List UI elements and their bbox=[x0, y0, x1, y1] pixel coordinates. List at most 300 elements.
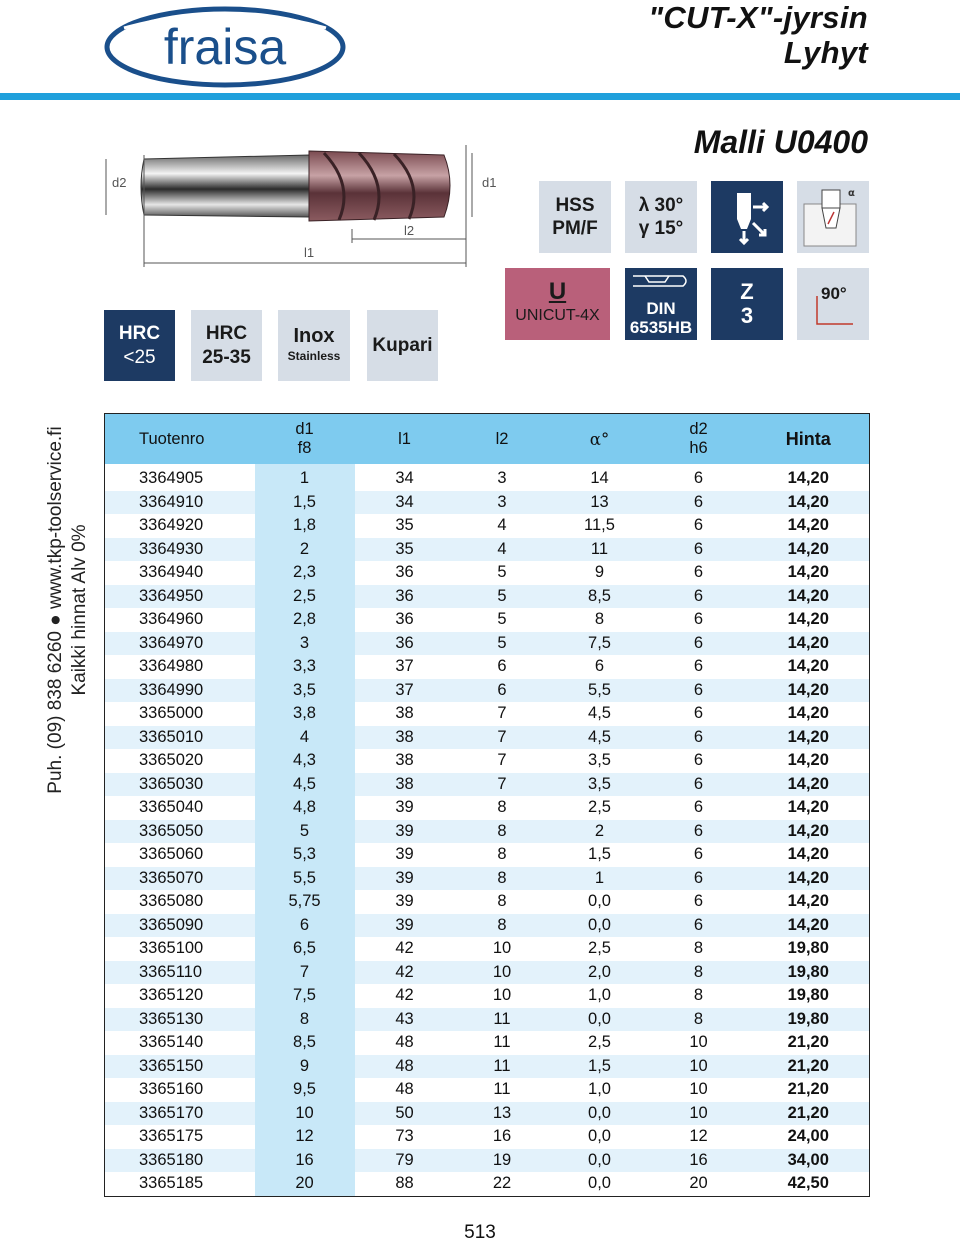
contact-line: Puh. (09) 838 6260 ● www.tkp-toolservice.fi bbox=[45, 426, 66, 794]
cell-product: 3365100 bbox=[105, 937, 255, 961]
cell-d2: 6 bbox=[650, 608, 748, 632]
cell-alpha: 8 bbox=[550, 608, 650, 632]
cell-d1: 10 bbox=[255, 1102, 355, 1126]
cell-alpha: 2,0 bbox=[550, 961, 650, 985]
cell-product: 3365170 bbox=[105, 1102, 255, 1126]
cell-price: 19,80 bbox=[748, 984, 870, 1008]
corner-90-icon bbox=[797, 268, 869, 340]
cell-l2: 8 bbox=[455, 820, 550, 844]
cell-product: 3364970 bbox=[105, 632, 255, 656]
cell-alpha: 3,5 bbox=[550, 773, 650, 797]
header-d1-tolerance: f8 bbox=[297, 439, 312, 457]
cell-price: 14,20 bbox=[748, 796, 870, 820]
cell-alpha: 0,0 bbox=[550, 1172, 650, 1196]
badge-flutes-z: Z bbox=[740, 279, 754, 304]
cell-d2: 6 bbox=[650, 702, 748, 726]
cell-l1: 50 bbox=[355, 1102, 455, 1126]
cell-l1: 39 bbox=[355, 890, 455, 914]
cell-d2: 16 bbox=[650, 1149, 748, 1173]
cell-price: 19,80 bbox=[748, 961, 870, 985]
cell-l2: 5 bbox=[455, 585, 550, 609]
label-d1: d1 bbox=[482, 175, 497, 190]
cell-l1: 39 bbox=[355, 843, 455, 867]
cell-d1: 1 bbox=[255, 464, 355, 491]
cell-d2: 8 bbox=[650, 984, 748, 1008]
badge-rake: γ 15° bbox=[638, 218, 684, 239]
badge-helix: λ 30° bbox=[638, 195, 684, 216]
cell-d1: 5 bbox=[255, 820, 355, 844]
cell-l1: 36 bbox=[355, 561, 455, 585]
cell-product: 3364950 bbox=[105, 585, 255, 609]
cell-d2: 6 bbox=[650, 867, 748, 891]
badge-hss-line1: HSS bbox=[555, 195, 595, 216]
cell-product: 3365080 bbox=[105, 890, 255, 914]
cell-product: 3364920 bbox=[105, 514, 255, 538]
cell-d2: 6 bbox=[650, 491, 748, 515]
table-row bbox=[105, 773, 870, 797]
cell-l2: 6 bbox=[455, 679, 550, 703]
cell-alpha: 0,0 bbox=[550, 1149, 650, 1173]
table-row bbox=[105, 585, 870, 609]
cell-price: 14,20 bbox=[748, 632, 870, 656]
product-table bbox=[104, 413, 870, 1197]
cell-l2: 3 bbox=[455, 464, 550, 491]
badge-relief-angle bbox=[797, 181, 869, 253]
vat-note: Kaikki hinnat Alv 0% bbox=[69, 524, 90, 696]
cell-alpha: 13 bbox=[550, 491, 650, 515]
cell-price: 14,20 bbox=[748, 820, 870, 844]
table-row bbox=[105, 491, 870, 515]
cell-price: 19,80 bbox=[748, 937, 870, 961]
cell-d2: 12 bbox=[650, 1125, 748, 1149]
cell-alpha: 0,0 bbox=[550, 1102, 650, 1126]
cell-d1: 9 bbox=[255, 1055, 355, 1079]
cell-d2: 20 bbox=[650, 1172, 748, 1196]
cell-product: 3365010 bbox=[105, 726, 255, 750]
model-title: Malli U0400 bbox=[693, 124, 868, 160]
fraisa-logo bbox=[104, 6, 346, 88]
table-row bbox=[105, 514, 870, 538]
cell-d2: 10 bbox=[650, 1055, 748, 1079]
cell-l2: 8 bbox=[455, 867, 550, 891]
cell-alpha: 1,0 bbox=[550, 1078, 650, 1102]
shank-outline-icon bbox=[631, 272, 691, 290]
badge-inox bbox=[278, 310, 350, 381]
badge-hrc-25-35 bbox=[191, 310, 262, 381]
cell-l2: 8 bbox=[455, 914, 550, 938]
cell-price: 14,20 bbox=[748, 464, 870, 491]
cell-l2: 5 bbox=[455, 608, 550, 632]
plunge-drill-icon bbox=[719, 189, 775, 245]
table-row bbox=[105, 937, 870, 961]
cell-l2: 11 bbox=[455, 1055, 550, 1079]
cell-d2: 6 bbox=[650, 773, 748, 797]
cell-l2: 7 bbox=[455, 726, 550, 750]
cell-l1: 48 bbox=[355, 1031, 455, 1055]
label-l2: l2 bbox=[404, 223, 415, 238]
table-row bbox=[105, 820, 870, 844]
cell-alpha: 2,5 bbox=[550, 796, 650, 820]
cell-l2: 8 bbox=[455, 890, 550, 914]
cell-price: 14,20 bbox=[748, 538, 870, 562]
cell-alpha: 0,0 bbox=[550, 914, 650, 938]
cell-price: 14,20 bbox=[748, 655, 870, 679]
header-l2: l2 bbox=[455, 414, 550, 465]
cell-d1: 12 bbox=[255, 1125, 355, 1149]
cell-product: 3365160 bbox=[105, 1078, 255, 1102]
cell-d2: 8 bbox=[650, 1008, 748, 1032]
cell-l1: 79 bbox=[355, 1149, 455, 1173]
cell-price: 21,20 bbox=[748, 1031, 870, 1055]
badge-unicut-text: UNICUT-4X bbox=[515, 307, 600, 324]
cell-d1: 3,3 bbox=[255, 655, 355, 679]
table-row bbox=[105, 961, 870, 985]
table-row bbox=[105, 1172, 870, 1196]
cell-d1: 5,5 bbox=[255, 867, 355, 891]
table-body bbox=[105, 464, 870, 1196]
cell-l1: 48 bbox=[355, 1055, 455, 1079]
cell-price: 19,80 bbox=[748, 1008, 870, 1032]
cell-alpha: 2 bbox=[550, 820, 650, 844]
cell-l2: 7 bbox=[455, 773, 550, 797]
page-number: 513 bbox=[464, 1222, 496, 1243]
cell-l1: 35 bbox=[355, 538, 455, 562]
cell-l2: 11 bbox=[455, 1031, 550, 1055]
cell-d2: 6 bbox=[650, 585, 748, 609]
header-d2-tolerance: h6 bbox=[689, 439, 708, 457]
cell-alpha: 5,5 bbox=[550, 679, 650, 703]
table-row bbox=[105, 726, 870, 750]
cell-product: 3365030 bbox=[105, 773, 255, 797]
badge-hrc-below-25 bbox=[104, 310, 175, 381]
cell-d2: 6 bbox=[650, 914, 748, 938]
header-d2 bbox=[650, 414, 748, 465]
cell-d2: 10 bbox=[650, 1102, 748, 1126]
cell-l2: 5 bbox=[455, 561, 550, 585]
cell-d1: 5,75 bbox=[255, 890, 355, 914]
cell-price: 14,20 bbox=[748, 843, 870, 867]
cell-d2: 6 bbox=[650, 679, 748, 703]
cell-alpha: 1,5 bbox=[550, 1055, 650, 1079]
cell-alpha: 2,5 bbox=[550, 1031, 650, 1055]
cell-d2: 6 bbox=[650, 514, 748, 538]
cell-d1: 4,3 bbox=[255, 749, 355, 773]
badge-hrc1-line1: HRC bbox=[118, 322, 161, 344]
cell-d2: 10 bbox=[650, 1078, 748, 1102]
header-d2-label: d2 bbox=[689, 420, 708, 438]
badge-din bbox=[625, 268, 697, 340]
cell-d1: 2,3 bbox=[255, 561, 355, 585]
cell-l2: 19 bbox=[455, 1149, 550, 1173]
cell-l1: 37 bbox=[355, 679, 455, 703]
cell-product: 3364940 bbox=[105, 561, 255, 585]
table-row bbox=[105, 464, 870, 491]
cell-d1: 8 bbox=[255, 1008, 355, 1032]
badge-din-line1: DIN bbox=[646, 299, 676, 318]
cell-alpha: 0,0 bbox=[550, 1008, 650, 1032]
cell-price: 21,20 bbox=[748, 1078, 870, 1102]
cell-d2: 10 bbox=[650, 1031, 748, 1055]
cell-product: 3365120 bbox=[105, 984, 255, 1008]
cell-l1: 48 bbox=[355, 1078, 455, 1102]
cell-alpha: 11,5 bbox=[550, 514, 650, 538]
cell-price: 14,20 bbox=[748, 608, 870, 632]
cell-alpha: 8,5 bbox=[550, 585, 650, 609]
cell-product: 3365175 bbox=[105, 1125, 255, 1149]
product-title bbox=[648, 0, 868, 70]
cell-price: 14,20 bbox=[748, 514, 870, 538]
cell-l2: 13 bbox=[455, 1102, 550, 1126]
cell-l2: 7 bbox=[455, 702, 550, 726]
header-rule bbox=[0, 93, 960, 100]
cell-l1: 38 bbox=[355, 749, 455, 773]
badge-flutes bbox=[711, 268, 783, 340]
cell-l1: 38 bbox=[355, 773, 455, 797]
cell-alpha: 11 bbox=[550, 538, 650, 562]
table-row bbox=[105, 561, 870, 585]
cell-d2: 6 bbox=[650, 655, 748, 679]
cell-d2: 6 bbox=[650, 561, 748, 585]
cell-l2: 10 bbox=[455, 961, 550, 985]
cell-alpha: 7,5 bbox=[550, 632, 650, 656]
cell-l2: 10 bbox=[455, 984, 550, 1008]
cell-d1: 2,8 bbox=[255, 608, 355, 632]
table-row bbox=[105, 890, 870, 914]
cell-product: 3364960 bbox=[105, 608, 255, 632]
cell-l1: 36 bbox=[355, 585, 455, 609]
cell-d2: 6 bbox=[650, 726, 748, 750]
cell-l1: 38 bbox=[355, 726, 455, 750]
cell-d2: 8 bbox=[650, 937, 748, 961]
cell-price: 21,20 bbox=[748, 1055, 870, 1079]
badge-90-text: 90° bbox=[821, 284, 847, 303]
cell-l2: 3 bbox=[455, 491, 550, 515]
cell-product: 3365180 bbox=[105, 1149, 255, 1173]
cell-alpha: 14 bbox=[550, 464, 650, 491]
title-line-1: "CUT-X"-jyrsin bbox=[648, 0, 868, 35]
table-row bbox=[105, 1102, 870, 1126]
table-row bbox=[105, 1125, 870, 1149]
cell-product: 3365185 bbox=[105, 1172, 255, 1196]
cell-d1: 7 bbox=[255, 961, 355, 985]
badge-90-degree bbox=[797, 268, 869, 340]
cell-alpha: 1,5 bbox=[550, 843, 650, 867]
table-row bbox=[105, 914, 870, 938]
table-row bbox=[105, 984, 870, 1008]
cell-l2: 7 bbox=[455, 749, 550, 773]
table-row bbox=[105, 1078, 870, 1102]
cell-price: 34,00 bbox=[748, 1149, 870, 1173]
table-row bbox=[105, 608, 870, 632]
cell-alpha: 1,0 bbox=[550, 984, 650, 1008]
cell-d1: 4,8 bbox=[255, 796, 355, 820]
badge-flutes-count: 3 bbox=[740, 303, 754, 328]
badge-kupari-text: Kupari bbox=[372, 334, 433, 356]
cell-l1: 42 bbox=[355, 961, 455, 985]
header-price: Hinta bbox=[748, 414, 870, 465]
cell-product: 3365150 bbox=[105, 1055, 255, 1079]
cell-l1: 36 bbox=[355, 608, 455, 632]
header-alpha: α° bbox=[550, 414, 650, 465]
cell-alpha: 0,0 bbox=[550, 890, 650, 914]
cell-d2: 6 bbox=[650, 796, 748, 820]
cell-d1: 6,5 bbox=[255, 937, 355, 961]
cell-d2: 6 bbox=[650, 820, 748, 844]
cell-d1: 3,5 bbox=[255, 679, 355, 703]
cell-alpha: 4,5 bbox=[550, 702, 650, 726]
badge-inox-line2: Stainless bbox=[287, 348, 341, 363]
table-row bbox=[105, 538, 870, 562]
table-header-row bbox=[105, 414, 870, 465]
cell-alpha: 2,5 bbox=[550, 937, 650, 961]
cell-d1: 2 bbox=[255, 538, 355, 562]
header-d1 bbox=[255, 414, 355, 465]
label-d2: d2 bbox=[112, 175, 127, 190]
cell-d2: 6 bbox=[650, 538, 748, 562]
cell-d1: 1,8 bbox=[255, 514, 355, 538]
badge-hss bbox=[539, 181, 611, 253]
cell-l1: 39 bbox=[355, 796, 455, 820]
cell-d1: 20 bbox=[255, 1172, 355, 1196]
cell-d1: 8,5 bbox=[255, 1031, 355, 1055]
cell-product: 3365020 bbox=[105, 749, 255, 773]
header-d1-label: d1 bbox=[295, 420, 314, 438]
cell-product: 3365090 bbox=[105, 914, 255, 938]
cell-l2: 11 bbox=[455, 1008, 550, 1032]
cell-l1: 35 bbox=[355, 514, 455, 538]
cell-price: 14,20 bbox=[748, 773, 870, 797]
cell-price: 14,20 bbox=[748, 867, 870, 891]
cell-d2: 6 bbox=[650, 890, 748, 914]
cell-l2: 5 bbox=[455, 632, 550, 656]
cell-product: 3364980 bbox=[105, 655, 255, 679]
cell-l1: 39 bbox=[355, 820, 455, 844]
cell-l1: 39 bbox=[355, 867, 455, 891]
cell-l1: 39 bbox=[355, 914, 455, 938]
cell-l1: 42 bbox=[355, 937, 455, 961]
cell-l1: 42 bbox=[355, 984, 455, 1008]
cell-d1: 7,5 bbox=[255, 984, 355, 1008]
badge-hss-line2: PM/F bbox=[552, 218, 598, 239]
cell-d2: 6 bbox=[650, 464, 748, 491]
cell-price: 14,20 bbox=[748, 491, 870, 515]
badge-inox-line1: Inox bbox=[293, 324, 335, 347]
cell-l2: 4 bbox=[455, 514, 550, 538]
cell-product: 3364910 bbox=[105, 491, 255, 515]
cell-d2: 6 bbox=[650, 632, 748, 656]
cell-d1: 6 bbox=[255, 914, 355, 938]
cell-price: 14,20 bbox=[748, 702, 870, 726]
badge-helix-rake bbox=[625, 181, 697, 253]
table-row bbox=[105, 1031, 870, 1055]
relief-angle-icon bbox=[800, 184, 866, 250]
cell-d1: 4 bbox=[255, 726, 355, 750]
cell-price: 14,20 bbox=[748, 561, 870, 585]
cell-price: 14,20 bbox=[748, 890, 870, 914]
cell-product: 3365110 bbox=[105, 961, 255, 985]
cell-price: 24,00 bbox=[748, 1125, 870, 1149]
table-row bbox=[105, 679, 870, 703]
badge-hrc1-line2: <25 bbox=[123, 346, 156, 368]
cell-price: 14,20 bbox=[748, 749, 870, 773]
badge-unicut-letter: U bbox=[548, 278, 567, 305]
badge-unicut bbox=[505, 268, 610, 340]
cell-d1: 5,3 bbox=[255, 843, 355, 867]
cell-alpha: 6 bbox=[550, 655, 650, 679]
table-row bbox=[105, 702, 870, 726]
cell-price: 14,20 bbox=[748, 914, 870, 938]
cell-d1: 4,5 bbox=[255, 773, 355, 797]
end-mill-drawing bbox=[104, 145, 497, 270]
cell-d2: 8 bbox=[650, 961, 748, 985]
header-l1: l1 bbox=[355, 414, 455, 465]
cell-l2: 8 bbox=[455, 843, 550, 867]
cell-product: 3364930 bbox=[105, 538, 255, 562]
table-row bbox=[105, 1149, 870, 1173]
cell-alpha: 1 bbox=[550, 867, 650, 891]
cell-l2: 8 bbox=[455, 796, 550, 820]
cell-l1: 73 bbox=[355, 1125, 455, 1149]
cell-alpha: 0,0 bbox=[550, 1125, 650, 1149]
table-row bbox=[105, 749, 870, 773]
table-row bbox=[105, 632, 870, 656]
cell-price: 42,50 bbox=[748, 1172, 870, 1196]
cell-product: 3365060 bbox=[105, 843, 255, 867]
cell-d2: 6 bbox=[650, 749, 748, 773]
cell-l2: 11 bbox=[455, 1078, 550, 1102]
cell-d1: 3 bbox=[255, 632, 355, 656]
cell-product: 3365140 bbox=[105, 1031, 255, 1055]
alpha-symbol: α bbox=[848, 188, 855, 199]
cell-d1: 2,5 bbox=[255, 585, 355, 609]
table-row bbox=[105, 867, 870, 891]
label-l1: l1 bbox=[304, 245, 315, 260]
cell-price: 14,20 bbox=[748, 585, 870, 609]
badge-hrc2-line1: HRC bbox=[205, 322, 248, 344]
cell-d1: 9,5 bbox=[255, 1078, 355, 1102]
cell-alpha: 4,5 bbox=[550, 726, 650, 750]
cell-l2: 10 bbox=[455, 937, 550, 961]
cell-d1: 16 bbox=[255, 1149, 355, 1173]
cell-l2: 6 bbox=[455, 655, 550, 679]
cell-d1: 3,8 bbox=[255, 702, 355, 726]
cell-d1: 1,5 bbox=[255, 491, 355, 515]
cell-product: 3365000 bbox=[105, 702, 255, 726]
cell-product: 3365070 bbox=[105, 867, 255, 891]
cell-product: 3365130 bbox=[105, 1008, 255, 1032]
cell-product: 3364990 bbox=[105, 679, 255, 703]
cell-l2: 4 bbox=[455, 538, 550, 562]
contact-sidebar bbox=[44, 410, 92, 810]
cell-l1: 36 bbox=[355, 632, 455, 656]
cell-product: 3365040 bbox=[105, 796, 255, 820]
badge-kupari bbox=[367, 310, 438, 381]
table-row bbox=[105, 843, 870, 867]
badge-din-line2: 6535HB bbox=[629, 318, 693, 337]
table-row bbox=[105, 655, 870, 679]
cell-product: 3365050 bbox=[105, 820, 255, 844]
title-line-2: Lyhyt bbox=[783, 35, 868, 70]
cell-alpha: 3,5 bbox=[550, 749, 650, 773]
badge-hrc2-line2: 25-35 bbox=[202, 346, 251, 368]
cell-l2: 16 bbox=[455, 1125, 550, 1149]
cell-alpha: 9 bbox=[550, 561, 650, 585]
cell-d2: 6 bbox=[650, 843, 748, 867]
cell-price: 14,20 bbox=[748, 726, 870, 750]
cell-product: 3364905 bbox=[105, 464, 255, 491]
table-row bbox=[105, 1008, 870, 1032]
cell-l2: 22 bbox=[455, 1172, 550, 1196]
